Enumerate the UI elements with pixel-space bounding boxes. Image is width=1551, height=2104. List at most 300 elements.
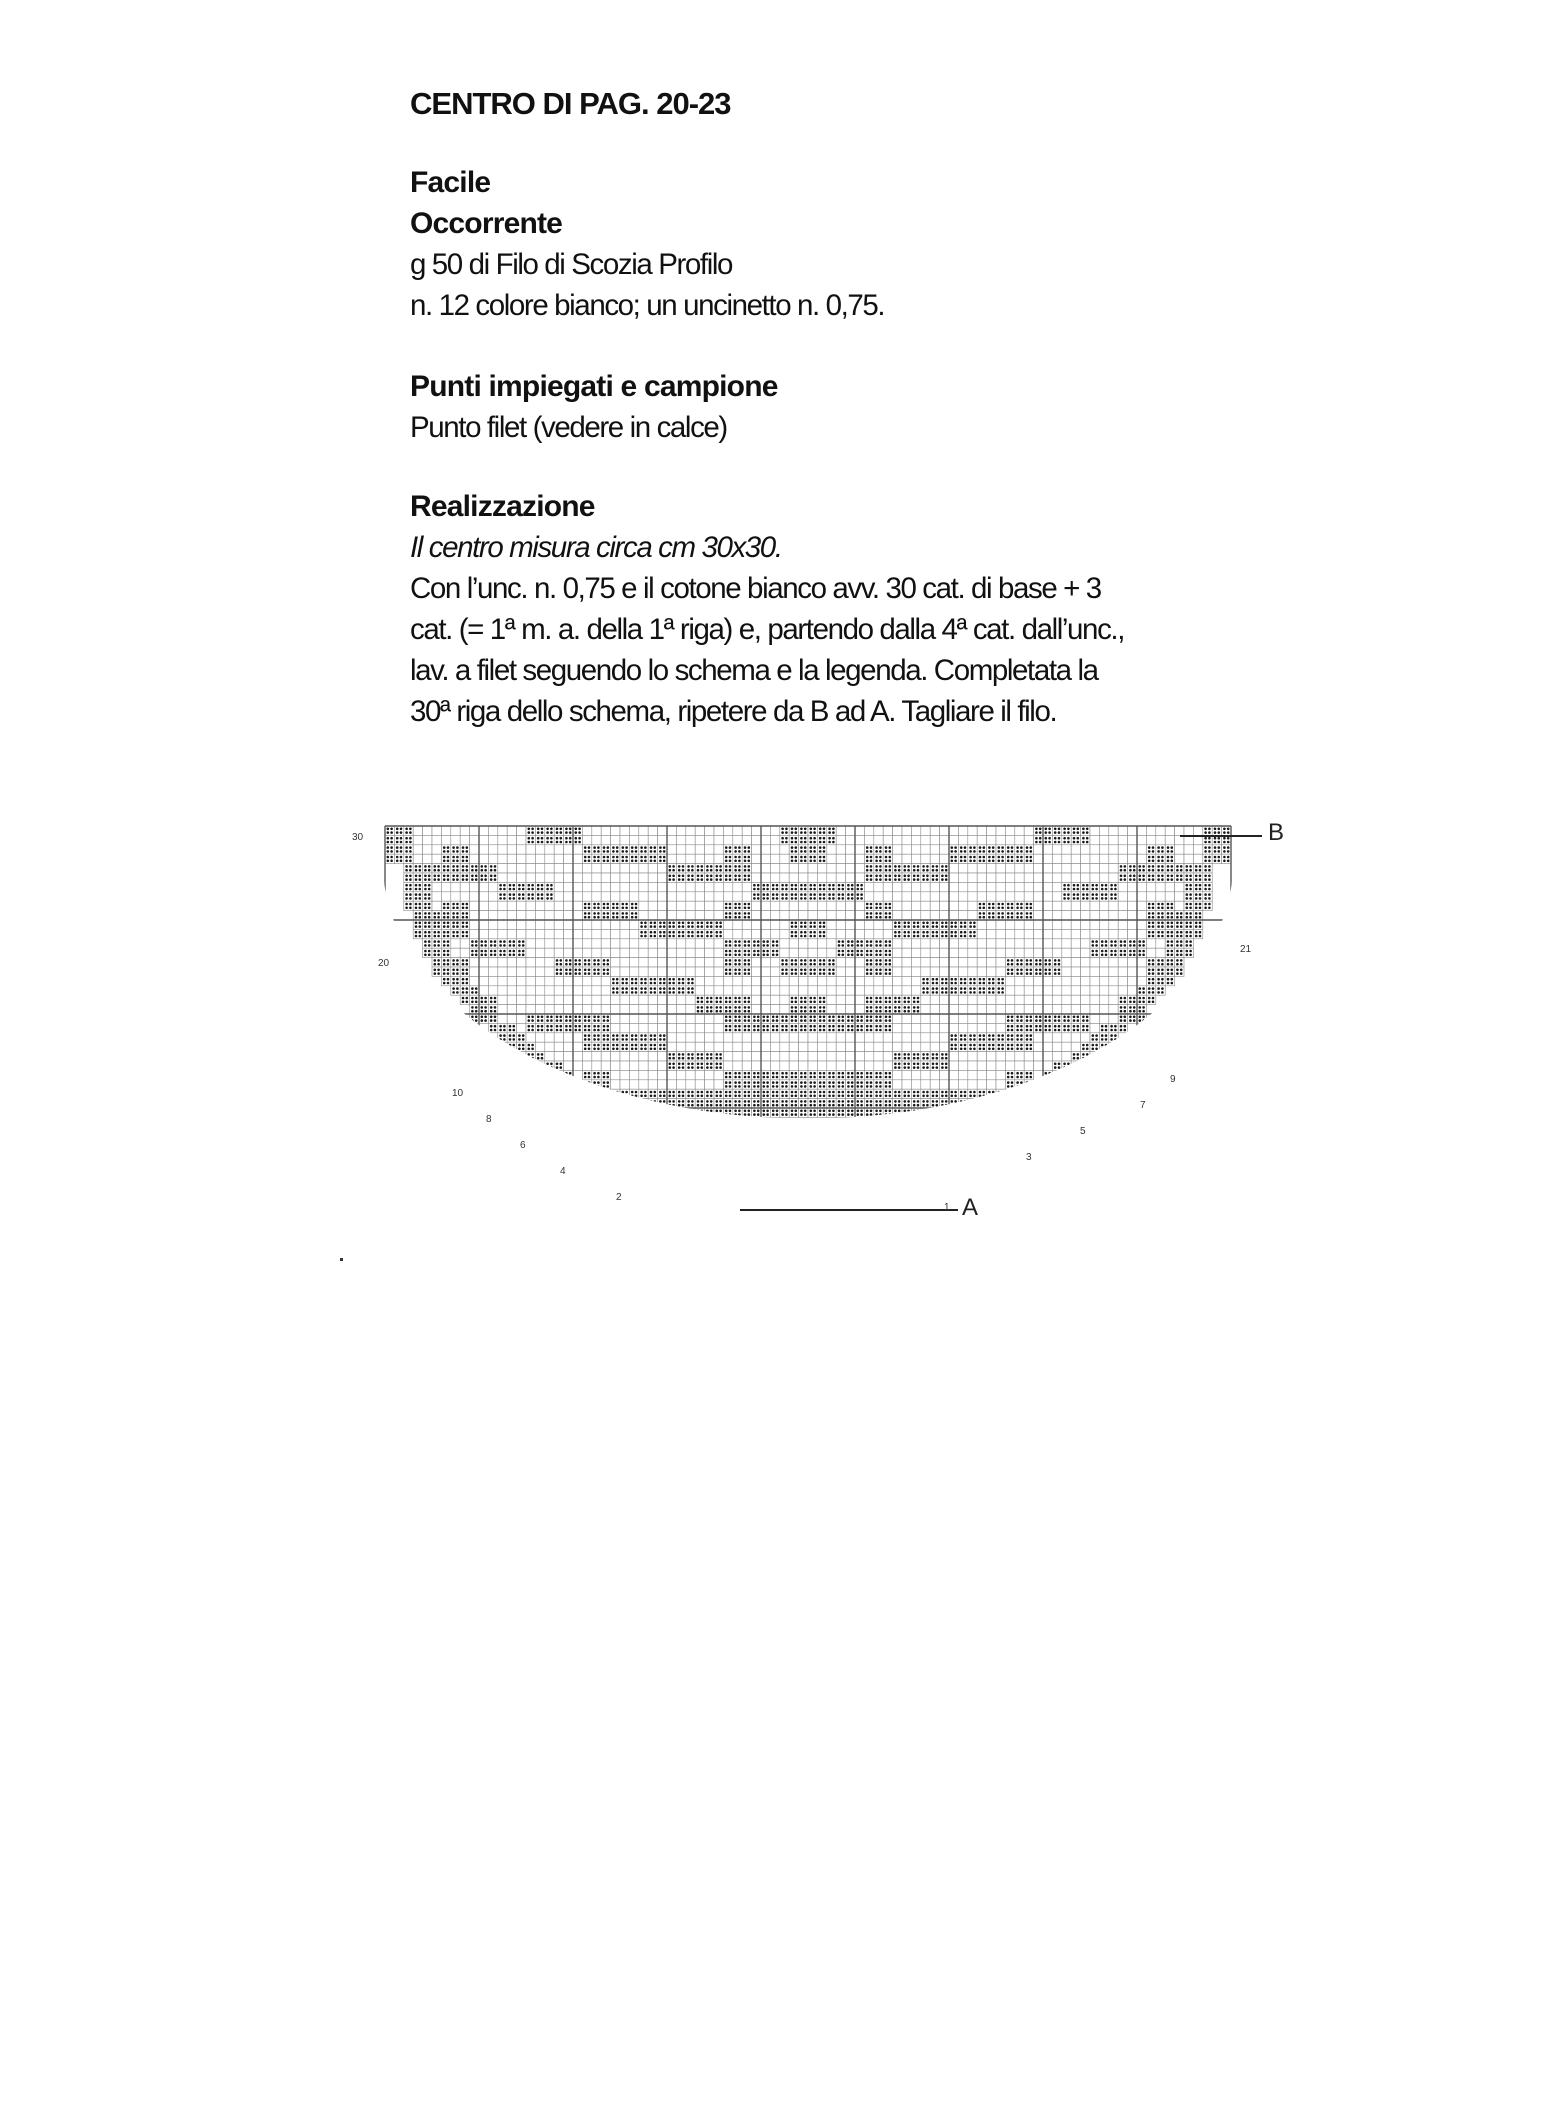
filled-stitch-dot: [701, 1010, 704, 1013]
chart-cell: [667, 1005, 676, 1014]
filled-stitch-dot: [838, 1029, 841, 1032]
chart-cell: [1043, 864, 1052, 873]
chart-cell: [695, 901, 704, 910]
filled-stitch-dot: [795, 884, 798, 887]
filled-stitch-dot: [813, 888, 816, 891]
filled-stitch-dot: [973, 925, 976, 928]
chart-cell: [723, 1033, 732, 1042]
filled-stitch-dot: [772, 944, 775, 947]
filled-stitch-dot: [748, 950, 751, 953]
filled-stitch-dot: [466, 856, 469, 859]
chart-cell: [620, 873, 629, 882]
filled-stitch-dot: [870, 944, 873, 947]
filled-stitch-dot: [603, 907, 606, 910]
chart-cell: [723, 929, 732, 938]
filled-stitch-dot: [828, 884, 831, 887]
filled-stitch-dot: [1016, 963, 1019, 966]
filled-stitch-dot: [588, 1034, 591, 1037]
filled-stitch-dot: [1039, 1016, 1042, 1019]
filled-stitch-dot: [926, 878, 929, 881]
filled-stitch-dot: [1152, 916, 1155, 919]
chart-cell: [780, 826, 789, 835]
filled-stitch-dot: [396, 837, 399, 840]
filled-stitch-dot: [838, 954, 841, 957]
chart-cell: [441, 826, 450, 835]
chart-cell: [564, 873, 573, 882]
chart-cell: [930, 1033, 939, 1042]
filled-stitch-dot: [569, 972, 572, 975]
chart-cell: [1015, 864, 1024, 873]
filled-stitch-dot: [992, 907, 995, 910]
filled-stitch-dot: [785, 837, 788, 840]
filled-stitch-dot: [945, 931, 948, 934]
filled-stitch-dot: [800, 846, 803, 849]
filled-stitch-dot: [405, 884, 408, 887]
chart-cell: [554, 995, 563, 1004]
filled-stitch-dot: [428, 893, 431, 896]
filled-stitch-dot: [390, 841, 393, 844]
filled-stitch-dot: [678, 978, 681, 981]
filled-stitch-dot: [584, 916, 587, 919]
filled-stitch-dot: [475, 1001, 478, 1004]
chart-cell: [817, 1005, 826, 1014]
chart-cell: [620, 929, 629, 938]
filled-stitch-dot: [800, 922, 803, 925]
chart-cell: [911, 845, 920, 854]
chart-cell: [1099, 1023, 1108, 1032]
chart-cell: [676, 911, 685, 920]
chart-cell: [676, 873, 685, 882]
filled-stitch-dot: [945, 875, 948, 878]
filled-stitch-dot: [810, 935, 813, 938]
chart-cell: [1184, 920, 1193, 929]
filled-stitch-dot: [885, 912, 888, 915]
filled-stitch-dot: [791, 846, 794, 849]
filled-stitch-dot: [466, 963, 469, 966]
filled-stitch-dot: [1016, 907, 1019, 910]
chart-cell: [883, 854, 892, 863]
filled-stitch-dot: [1026, 850, 1029, 853]
filled-stitch-dot: [1124, 954, 1127, 957]
chart-cell: [479, 948, 488, 957]
chart-cell: [770, 967, 779, 976]
filled-stitch-dot: [697, 1001, 700, 1004]
chart-cell: [545, 986, 554, 995]
filled-stitch-dot: [810, 959, 813, 962]
filled-stitch-dot: [1086, 828, 1089, 831]
filled-stitch-dot: [531, 1044, 534, 1047]
filled-stitch-dot: [800, 837, 803, 840]
chart-cell: [545, 958, 554, 967]
chart-cell: [658, 845, 667, 854]
filled-stitch-dot: [612, 846, 615, 849]
filled-stitch-dot: [390, 850, 393, 853]
filled-stitch-dot: [1142, 954, 1145, 957]
filled-stitch-dot: [889, 944, 892, 947]
chart-cell: [413, 920, 422, 929]
chart-cell: [1005, 864, 1014, 873]
filled-stitch-dot: [983, 978, 986, 981]
filled-stitch-dot: [791, 837, 794, 840]
filled-stitch-dot: [537, 1016, 540, 1019]
chart-cell: [893, 1014, 902, 1023]
filled-stitch-dot: [635, 987, 638, 990]
filled-stitch-dot: [494, 1016, 497, 1019]
filled-stitch-dot: [973, 991, 976, 994]
chart-cell: [1034, 864, 1043, 873]
chart-cell: [1005, 995, 1014, 1004]
chart-cell: [470, 901, 479, 910]
filled-stitch-dot: [913, 875, 916, 878]
filled-stitch-dot: [415, 875, 418, 878]
filled-stitch-dot: [819, 884, 822, 887]
chart-cell: [535, 948, 544, 957]
filled-stitch-dot: [781, 972, 784, 975]
filled-stitch-dot: [612, 916, 615, 919]
filled-stitch-dot: [456, 978, 459, 981]
filled-stitch-dot: [889, 1025, 892, 1028]
filled-stitch-dot: [1120, 1001, 1123, 1004]
filled-stitch-dot: [753, 1025, 756, 1028]
filled-stitch-dot: [669, 865, 672, 868]
chart-cell: [977, 958, 986, 967]
chart-cell: [780, 939, 789, 948]
filled-stitch-dot: [1073, 1016, 1076, 1019]
chart-cell: [836, 873, 845, 882]
chart-cell: [808, 1052, 817, 1061]
filled-stitch-dot: [979, 856, 982, 859]
chart-cell: [667, 995, 676, 1004]
chart-cell: [930, 911, 939, 920]
filled-stitch-dot: [804, 1019, 807, 1022]
filled-stitch-dot: [443, 878, 446, 881]
chart-cell: [601, 995, 610, 1004]
filled-stitch-dot: [870, 954, 873, 957]
filled-stitch-dot: [1157, 925, 1160, 928]
chart-cell: [1137, 967, 1146, 976]
chart-cell: [667, 892, 676, 901]
filled-stitch-dot: [531, 837, 534, 840]
filled-stitch-dot: [1148, 865, 1151, 868]
chart-cell: [752, 967, 761, 976]
chart-cell: [667, 826, 676, 835]
chart-cell: [667, 929, 676, 938]
filled-stitch-dot: [1176, 922, 1179, 925]
filled-stitch-dot: [1152, 903, 1155, 906]
chart-cell: [667, 976, 676, 985]
chart-cell: [620, 976, 629, 985]
filled-stitch-dot: [499, 884, 502, 887]
chart-cell: [761, 929, 770, 938]
chart-cell: [911, 1005, 920, 1014]
filled-stitch-dot: [466, 997, 469, 1000]
chart-cell: [958, 995, 967, 1004]
chart-cell: [780, 995, 789, 1004]
chart-cell: [686, 845, 695, 854]
filled-stitch-dot: [879, 912, 882, 915]
filled-stitch-dot: [795, 969, 798, 972]
chart-cell: [601, 967, 610, 976]
filled-stitch-dot: [1186, 950, 1189, 953]
filled-stitch-dot: [823, 831, 826, 834]
chart-cell: [592, 835, 601, 844]
filled-stitch-dot: [791, 925, 794, 928]
chart-cell: [460, 892, 469, 901]
filled-stitch-dot: [922, 865, 925, 868]
filled-stitch-dot: [1129, 878, 1132, 881]
filled-stitch-dot: [499, 897, 502, 900]
filled-stitch-dot: [988, 982, 991, 985]
filled-stitch-dot: [631, 982, 634, 985]
filled-stitch-dot: [744, 954, 747, 957]
filled-stitch-dot: [409, 875, 412, 878]
filled-stitch-dot: [607, 916, 610, 919]
chart-cell: [902, 958, 911, 967]
chart-cell: [733, 929, 742, 938]
chart-cell: [883, 864, 892, 873]
chart-cell: [686, 864, 695, 873]
filled-stitch-dot: [447, 916, 450, 919]
filled-stitch-dot: [1048, 831, 1051, 834]
instruction-line: Con l’unc. n. 0,75 e il cotone bianco avv. 30 cat. di base + 3: [410, 572, 1101, 605]
filled-stitch-dot: [823, 884, 826, 887]
filled-stitch-dot: [951, 860, 954, 863]
filled-stitch-dot: [1152, 856, 1155, 859]
chart-cell: [601, 958, 610, 967]
chart-cell: [827, 882, 836, 891]
chart-cell: [827, 1023, 836, 1032]
filled-stitch-dot: [964, 925, 967, 928]
filled-stitch-dot: [415, 925, 418, 928]
filled-stitch-dot: [1030, 1048, 1033, 1051]
filled-stitch-dot: [682, 982, 685, 985]
filled-stitch-dot: [644, 925, 647, 928]
filled-stitch-dot: [748, 969, 751, 972]
chart-cell: [911, 967, 920, 976]
chart-cell: [761, 958, 770, 967]
chart-cell: [620, 948, 629, 957]
filled-stitch-dot: [813, 837, 816, 840]
filled-stitch-dot: [1026, 860, 1029, 863]
filled-stitch-dot: [484, 954, 487, 957]
chart-cell: [1099, 986, 1108, 995]
chart-cell: [545, 920, 554, 929]
chart-cell: [977, 986, 986, 995]
filled-stitch-dot: [644, 846, 647, 849]
filled-stitch-dot: [1035, 828, 1038, 831]
chart-cell: [742, 1052, 751, 1061]
filled-stitch-dot: [795, 1016, 798, 1019]
filled-stitch-dot: [622, 982, 625, 985]
chart-cell: [1203, 901, 1212, 910]
chart-cell: [733, 995, 742, 1004]
filled-stitch-dot: [1223, 837, 1226, 840]
chart-cell: [667, 939, 676, 948]
chart-cell: [808, 1014, 817, 1023]
filled-stitch-dot: [616, 907, 619, 910]
filled-stitch-dot: [979, 1048, 982, 1051]
chart-cell: [1118, 920, 1127, 929]
filled-stitch-dot: [447, 944, 450, 947]
filled-stitch-dot: [1204, 846, 1207, 849]
filled-stitch-dot: [932, 991, 935, 994]
filled-stitch-dot: [701, 922, 704, 925]
chart-cell: [958, 958, 967, 967]
filled-stitch-dot: [960, 1044, 963, 1047]
filled-stitch-dot: [1095, 897, 1098, 900]
chart-cell: [705, 1042, 714, 1051]
filled-stitch-dot: [622, 912, 625, 915]
filled-stitch-dot: [748, 869, 751, 872]
filled-stitch-dot: [635, 991, 638, 994]
filled-stitch-dot: [992, 850, 995, 853]
filled-stitch-dot: [560, 1029, 563, 1032]
filled-stitch-dot: [1157, 963, 1160, 966]
chart-cell: [535, 929, 544, 938]
chart-cell: [1081, 929, 1090, 938]
filled-stitch-dot: [428, 884, 431, 887]
chart-cell: [1015, 854, 1024, 863]
filled-stitch-dot: [663, 991, 666, 994]
filled-stitch-dot: [729, 856, 732, 859]
chart-cell: [977, 826, 986, 835]
filled-stitch-dot: [791, 828, 794, 831]
filled-stitch-dot: [954, 856, 957, 859]
filled-stitch-dot: [983, 850, 986, 853]
filled-stitch-dot: [753, 1019, 756, 1022]
filled-stitch-dot: [804, 846, 807, 849]
filled-stitch-dot: [678, 987, 681, 990]
filled-stitch-dot: [776, 897, 779, 900]
chart-cell: [676, 1023, 685, 1032]
filled-stitch-dot: [437, 963, 440, 966]
chart-cell: [714, 958, 723, 967]
filled-stitch-dot: [748, 954, 751, 957]
filled-stitch-dot: [447, 954, 450, 957]
filled-stitch-dot: [607, 850, 610, 853]
filled-stitch-dot: [390, 856, 393, 859]
filled-stitch-dot: [795, 860, 798, 863]
filled-stitch-dot: [484, 1001, 487, 1004]
chart-cell: [629, 826, 638, 835]
filled-stitch-dot: [828, 1016, 831, 1019]
filled-stitch-dot: [584, 850, 587, 853]
chart-cell: [949, 939, 958, 948]
filled-stitch-dot: [870, 1019, 873, 1022]
chart-cell: [1193, 826, 1202, 835]
chart-cell: [592, 920, 601, 929]
chart-cell: [498, 864, 507, 873]
chart-cell: [1052, 892, 1061, 901]
filled-stitch-dot: [791, 860, 794, 863]
filled-stitch-dot: [405, 869, 408, 872]
filled-stitch-dot: [1142, 997, 1145, 1000]
filled-stitch-dot: [936, 982, 939, 985]
filled-stitch-dot: [870, 916, 873, 919]
filled-stitch-dot: [1016, 972, 1019, 975]
chart-cell: [883, 1014, 892, 1023]
chart-cell: [836, 986, 845, 995]
filled-stitch-dot: [998, 1044, 1001, 1047]
chart-cell: [723, 1023, 732, 1032]
chart-cell: [394, 826, 403, 835]
chart-cell: [1109, 929, 1118, 938]
chart-cell: [789, 911, 798, 920]
filled-stitch-dot: [1161, 969, 1164, 972]
filled-stitch-dot: [1186, 935, 1189, 938]
filled-stitch-dot: [541, 888, 544, 891]
filled-stitch-dot: [1176, 912, 1179, 915]
filled-stitch-dot: [1208, 846, 1211, 849]
filled-stitch-dot: [1180, 935, 1183, 938]
filled-stitch-dot: [1105, 1034, 1108, 1037]
filled-stitch-dot: [447, 850, 450, 853]
filled-stitch-dot: [612, 1034, 615, 1037]
filled-stitch-dot: [419, 884, 422, 887]
chart-cell: [780, 835, 789, 844]
filled-stitch-dot: [851, 1019, 854, 1022]
filled-stitch-dot: [819, 897, 822, 900]
chart-cell: [432, 948, 441, 957]
filled-stitch-dot: [569, 959, 572, 962]
chart-cell: [893, 995, 902, 1004]
filled-stitch-dot: [475, 1019, 478, 1022]
filled-stitch-dot: [1011, 856, 1014, 859]
filled-stitch-dot: [1114, 893, 1117, 896]
filled-stitch-dot: [654, 846, 657, 849]
chart-cell: [686, 1014, 695, 1023]
filled-stitch-dot: [819, 850, 822, 853]
filled-stitch-dot: [776, 1019, 779, 1022]
filled-stitch-dot: [490, 1025, 493, 1028]
filled-stitch-dot: [541, 1025, 544, 1028]
filled-stitch-dot: [725, 1010, 728, 1013]
filled-stitch-dot: [1020, 850, 1023, 853]
chart-cell: [742, 1033, 751, 1042]
filled-stitch-dot: [725, 1006, 728, 1009]
filled-stitch-dot: [1063, 841, 1066, 844]
filled-stitch-dot: [593, 856, 596, 859]
chart-cell: [1052, 948, 1061, 957]
filled-stitch-dot: [1171, 944, 1174, 947]
filled-stitch-dot: [503, 1029, 506, 1032]
chart-cell: [1203, 826, 1212, 835]
filled-stitch-dot: [1157, 922, 1160, 925]
filled-stitch-dot: [607, 1044, 610, 1047]
filled-stitch-dot: [1077, 884, 1080, 887]
chart-cell: [1090, 948, 1099, 957]
chart-cell: [968, 882, 977, 891]
chart-cell: [507, 845, 516, 854]
filled-stitch-dot: [842, 950, 845, 953]
filled-stitch-dot: [748, 940, 751, 943]
filled-stitch-dot: [851, 884, 854, 887]
chart-cell: [752, 948, 761, 957]
chart-cell: [817, 929, 826, 938]
chart-cell: [611, 939, 620, 948]
filled-stitch-dot: [875, 997, 878, 1000]
filled-stitch-dot: [494, 950, 497, 953]
filled-stitch-dot: [424, 884, 427, 887]
chart-cell: [620, 920, 629, 929]
filled-stitch-dot: [1208, 888, 1211, 891]
chart-cell: [686, 958, 695, 967]
chart-cell: [1034, 873, 1043, 882]
chart-cell: [799, 1052, 808, 1061]
chart-cell: [996, 967, 1005, 976]
filled-stitch-dot: [744, 907, 747, 910]
filled-stitch-dot: [813, 935, 816, 938]
